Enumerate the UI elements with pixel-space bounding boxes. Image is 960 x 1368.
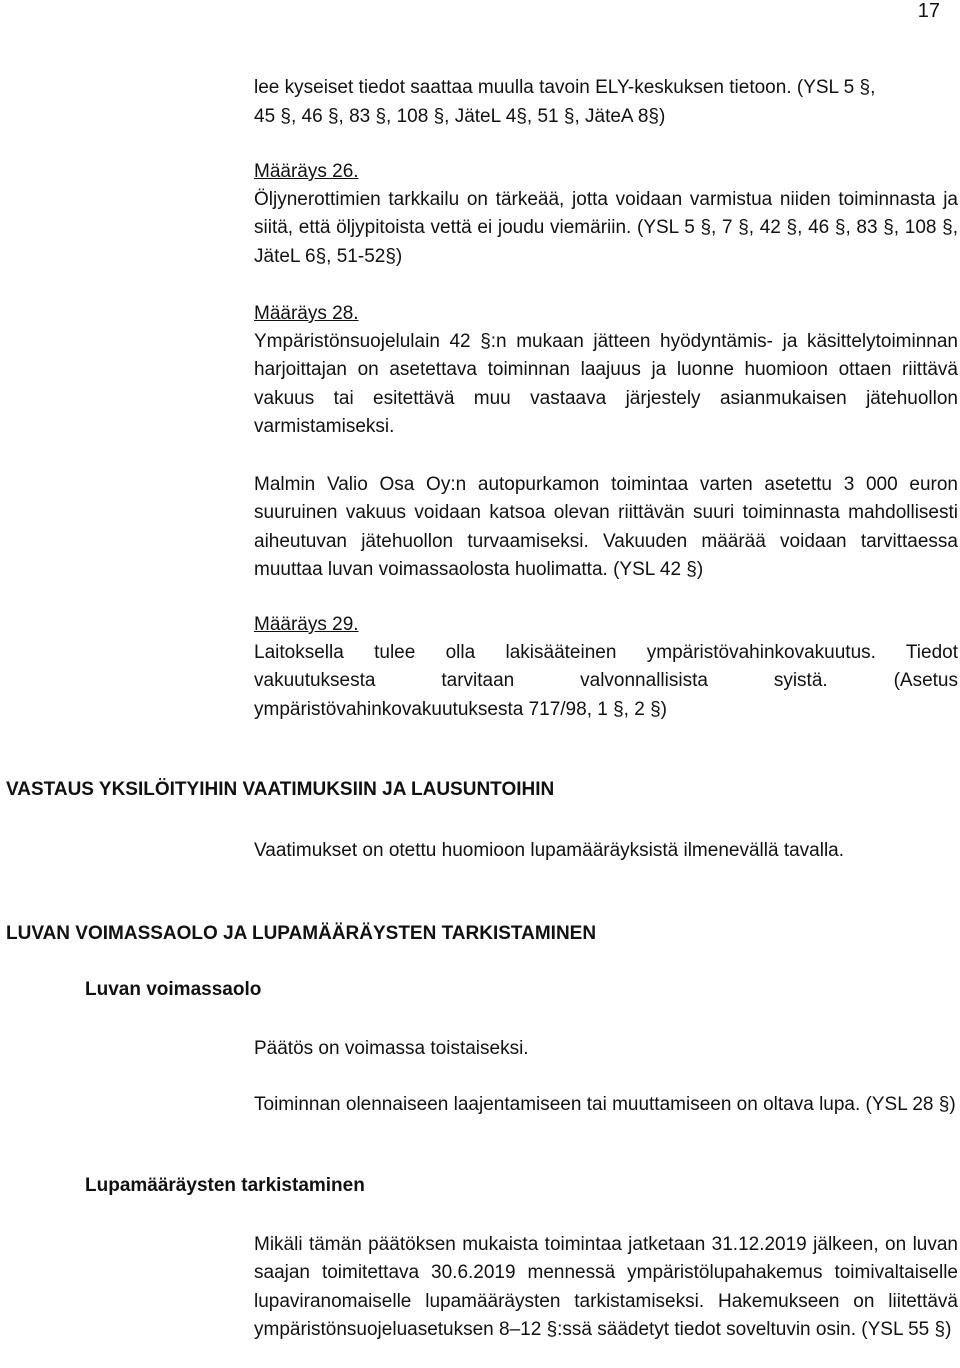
regulation-28-text-2: Malmin Valio Osa Oy:n autopurkamon toimintaa varten asetettu 3 000 euron suuruinen vakuus voidaan katsoa olevan riittävän suuri toiminnasta mahdollisesti aiheutuvan jätehuollon turvaamiseksi. Vakuuden määrää voidaan tarvittaessa muuttaa luvan voimassaolosta huolimatta. (YSL 42 §) — [254, 474, 958, 581]
paragraph-line: 45 §, 46 §, 83 §, 108 §, JäteL 4§, 51 §, JäteA 8§) — [254, 106, 666, 127]
regulation-28-title: Määräys 28. — [254, 303, 359, 324]
subheading-luvan-voimassaolo: Luvan voimassaolo — [85, 979, 262, 1000]
subheading-lupamaaraysten-tarkistaminen: Lupamääräysten tarkistaminen — [85, 1175, 365, 1196]
voimassaolo-text-1: Päätös on voimassa toistaiseksi. — [254, 1038, 529, 1059]
section-heading-luvan: LUVAN VOIMASSAOLO JA LUPAMÄÄRÄYSTEN TARKISTAMINEN — [6, 923, 597, 944]
voimassaolo-text-2: Toiminnan olennaiseen laajentamiseen tai muuttamiseen on oltava lupa. (YSL 28 §) — [254, 1094, 956, 1115]
page-number: 17 — [917, 0, 940, 22]
tarkistaminen-text: Mikäli tämän päätöksen mukaista toimintaa jatketaan 31.12.2019 jälkeen, on luvan saajan toimitettava 30.6.2019 mennessä ympäristölupahakemus toimivaltaiselle lupaviranomaiselle lupamääräysten tarkistamiseksi. Hakemukseen on liitettävä ympäristönsuojeluasetuksen 8–12 §:ssä säädetyt tiedot soveltuvin osin. (YSL 55 §) — [254, 1234, 958, 1341]
section-heading-vastaus: VASTAUS YKSILÖITYIHIN VAATIMUKSIIN JA LAUSUNTOIHIN — [6, 779, 555, 800]
regulation-26-title: Määräys 26. — [254, 161, 359, 182]
regulation-28-text: Ympäristönsuojelulain 42 §:n mukaan jätteen hyödyntämis- ja käsittelytoiminnan harjoittajan on asetettava toiminnan laajuus ja luonne huomioon ottaen riittävä vakuus tai esitettävä muu vastaava järjestely asianmukaisen jätehuollon varmistamiseksi. — [254, 331, 958, 438]
vastaus-text: Vaatimukset on otettu huomioon lupamääräyksistä ilmenevällä tavalla. — [254, 840, 845, 861]
paragraph-line: lee kyseiset tiedot saattaa muulla tavoin ELY-keskuksen tietoon. (YSL 5 §, — [254, 77, 876, 98]
regulation-29-title: Määräys 29. — [254, 614, 359, 635]
regulation-26-text: Öljynerottimien tarkkailu on tärkeää, jotta voidaan varmistua niiden toiminnasta ja siitä, että öljypitoista vettä ei joudu viemäriin. (YSL 5 §, 7 §, 42 §, 46 §, 83 §, 108 §, JäteL 6§, 51-52§) — [254, 189, 958, 267]
regulation-29-text: Laitoksella tulee olla lakisääteinen ympäristövahinkovakuutus. Tiedot vakuutuksesta tarvitaan valvonnallisista syistä. (Asetus ympäristövahinkovakuutuksesta 717/98, 1 §, 2 §) — [254, 642, 958, 720]
